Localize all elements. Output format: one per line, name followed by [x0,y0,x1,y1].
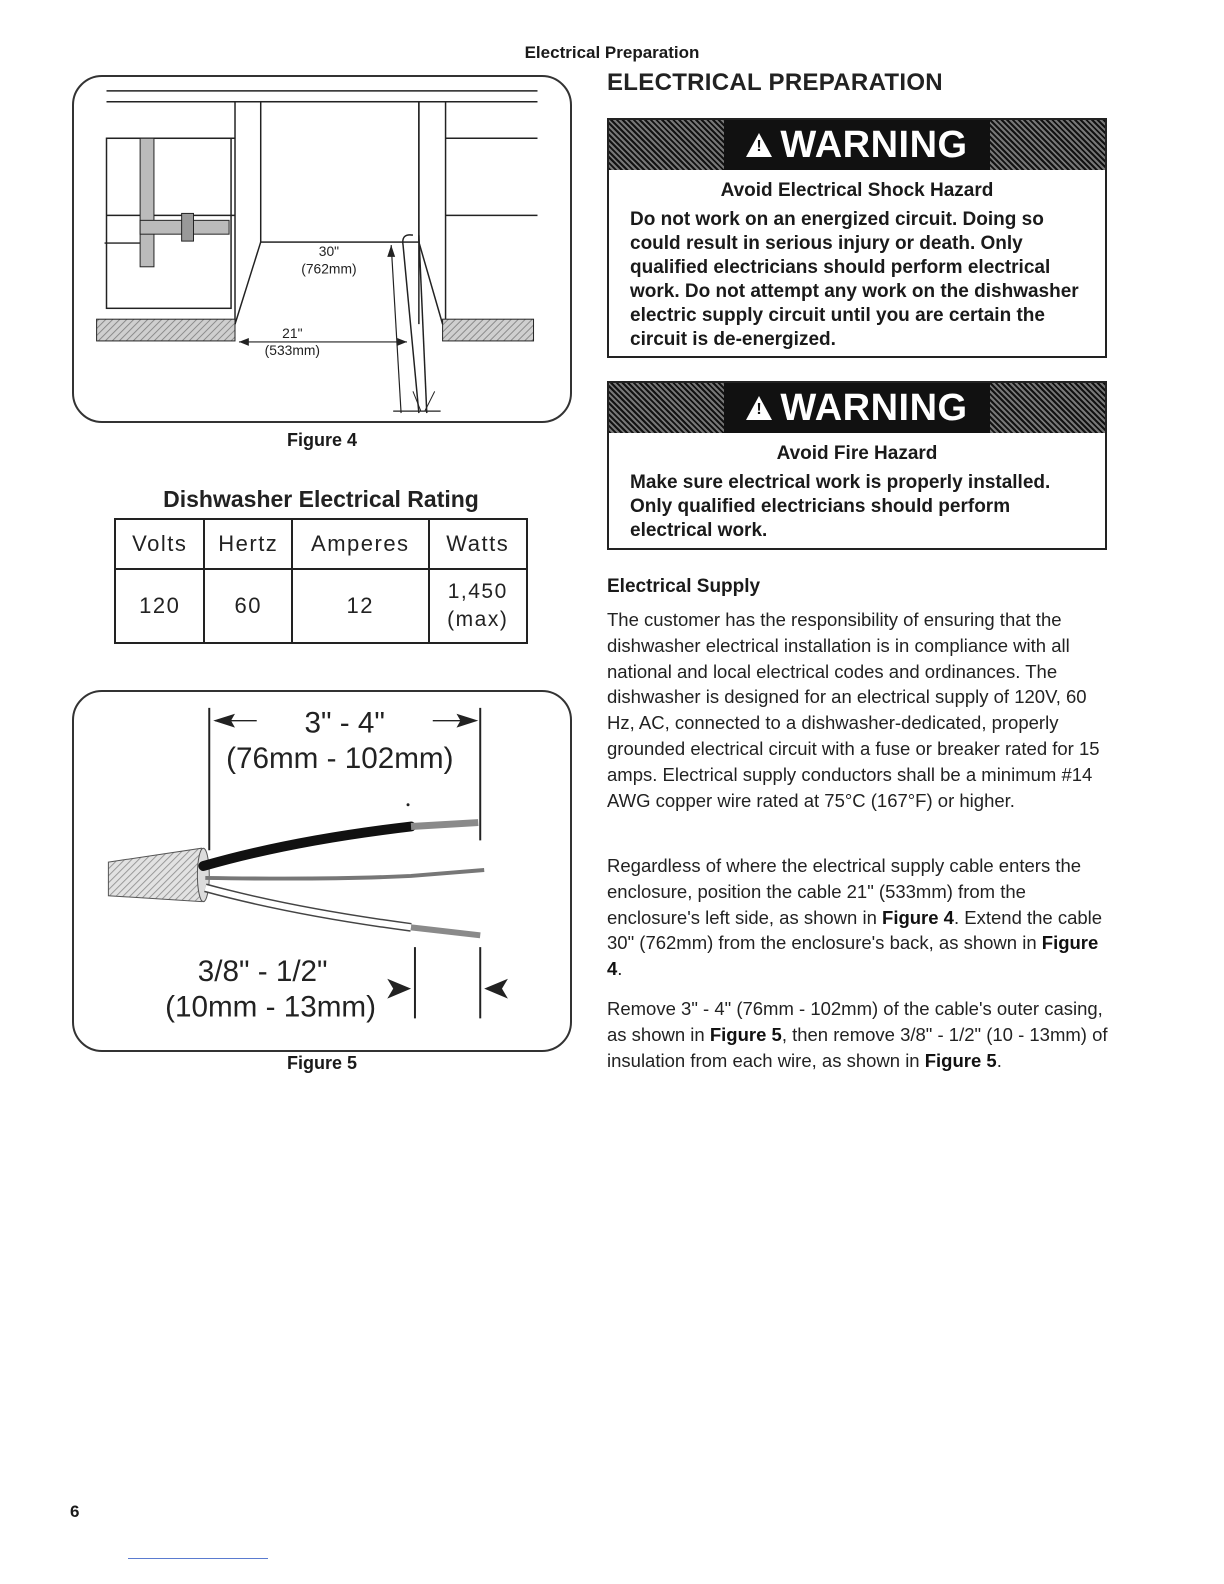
warning-label-text: WARNING [780,387,968,429]
volts-value: 120 [115,569,204,643]
paragraph-text: . [996,1049,1002,1071]
column-header-watts: Watts [429,519,528,569]
cable-strip-diagram [74,692,570,1050]
shock-warning-box [607,118,1107,358]
paragraph-text: Remove 3" - 4" (76mm - 102mm) of the cable's outer casing, as shown in [607,998,1103,1045]
supply-paragraph-2 [607,853,1112,982]
figure-5-caption: Figure 5 [286,1053,357,1073]
casing-length-dimension: 3" - 4" [304,706,385,740]
running-header: Electrical Preparation [524,43,700,62]
hertz-value: 60 [204,569,292,643]
watts-value-cell [429,569,528,643]
page-number: 6 [70,1502,80,1521]
warning-banner [609,120,1105,170]
warning-body-text: Make sure electrical work is properly installed. Only qualified electricians should perform electrical work. [630,472,1051,541]
side-dimension: 21" [282,324,303,341]
table-header-row [115,519,527,569]
strip-length-dimension-mm: (10mm - 13mm) [165,990,377,1024]
watts-note: (max) [447,608,509,631]
footer-rule [128,1558,268,1559]
figure-reference: Figure 5 [709,1023,782,1045]
electrical-rating-table [114,518,528,644]
column-header-hertz: Hertz [204,519,292,569]
warning-label [724,120,989,170]
figure-4-caption: Figure 4 [286,430,357,450]
figure-5-illustration [72,690,572,1052]
paragraph-text: . Extend the cable 30" (762mm) from the enclosure's back, as shown in [607,906,1103,954]
warning-hazard-title: Avoid Electrical Shock Hazard [720,180,994,201]
section-title: ELECTRICAL PREPARATION [607,69,943,96]
table-row [115,569,527,643]
warning-body-text: Do not work on an energized circuit. Doing so could result in serious injury or death. Only qualified electricians should perform electrical work. Do not attempt any work on the dishwasher electric supply circuit until you are certain the circuit is de-energized. [630,209,1079,350]
paragraph-text: , then remove 3/8" - 1/2" (10 - 13mm) of insulation from each wire, as shown in [607,1023,1108,1071]
rating-title: Dishwasher Electrical Rating [163,486,479,512]
depth-dimension-mm: (762mm) [301,260,357,277]
warning-label-text: WARNING [780,124,968,166]
warning-label [724,383,989,433]
supply-heading: Electrical Supply [607,576,761,597]
figure-4-illustration [72,75,572,423]
warning-hazard-title: Avoid Fire Hazard [776,443,938,464]
strip-length-dimension: 3/8" - 1/2" [197,954,328,988]
watts-value: 1,450 [447,580,508,603]
supply-paragraph-1: The customer has the responsibility of ensuring that the dishwasher electrical installation is in compliance with all national and local electrical codes and ordinances. The dishwasher is designed for an electrical supply of 120V, 60 Hz, AC, connected to a dishwasher-dedicated, properly grounded electrical circuit with a fuse or breaker rated for 15 amps. Electrical supply conductors shall be a minimum #14 AWG copper wire rated at 75°C (167°F) or higher. [607,609,1100,811]
amperes-value: 12 [292,569,428,643]
casing-length-dimension-mm: (76mm - 102mm) [226,742,454,776]
fire-warning-box [607,381,1107,550]
enclosure-diagram [74,77,570,421]
side-dimension-mm: (533mm) [264,341,321,358]
column-header-volts: Volts [115,519,204,569]
column-header-amperes: Amperes [292,519,428,569]
supply-paragraph-3 [607,996,1112,1073]
warning-triangle-icon: ! [746,133,772,157]
paragraph-text: Regardless of where the electrical supply cable enters the enclosure, position the cable 21" (533mm) from the enclosure's left side, as shown in [607,855,1082,928]
warning-triangle-icon: ! [746,396,772,420]
warning-banner [609,383,1105,433]
figure-reference: Figure 5 [924,1049,997,1071]
figure-reference: Figure 4 [607,932,1099,980]
depth-dimension: 30" [318,242,340,259]
paragraph-text: . [617,958,623,980]
figure-reference: Figure 4 [882,906,954,928]
